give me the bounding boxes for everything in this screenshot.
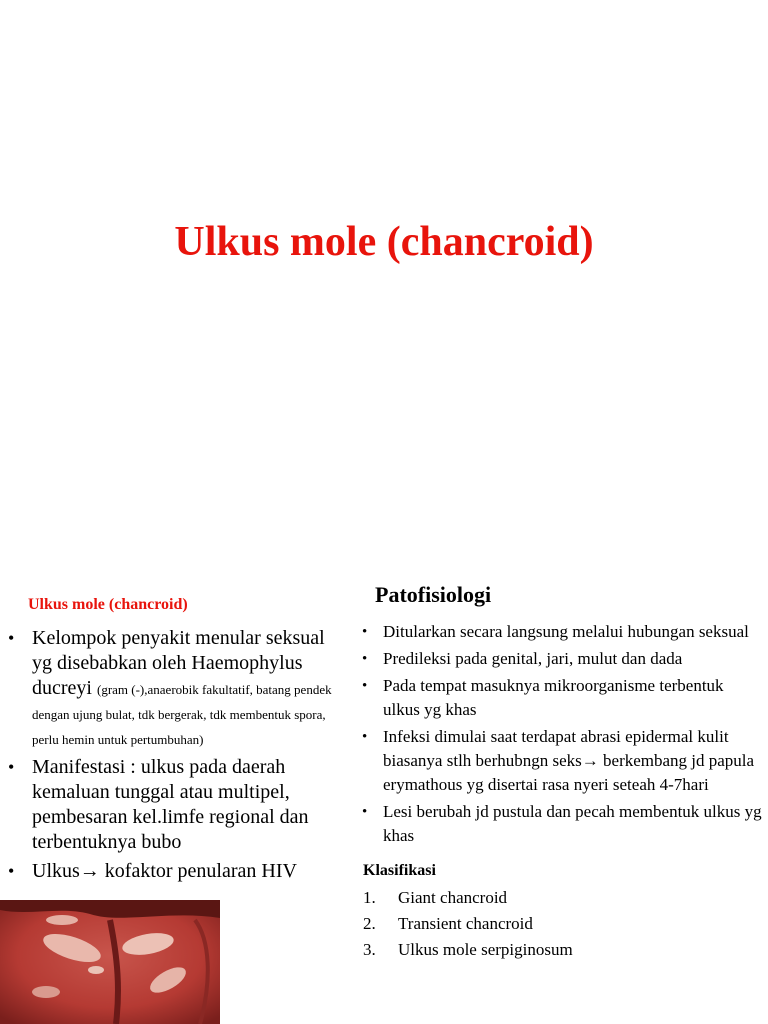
bullet-icon: • bbox=[362, 624, 368, 640]
item-text: Ulkus mole serpiginosum bbox=[398, 940, 573, 959]
list-item bbox=[360, 911, 764, 937]
bullet-icon: • bbox=[8, 757, 15, 777]
bullet-text: Predileksi pada genital, jari, mulut dan dada bbox=[383, 649, 683, 668]
bullet-icon: • bbox=[362, 729, 368, 745]
bullet-icon: • bbox=[8, 628, 15, 648]
item-text: Giant chancroid bbox=[398, 888, 508, 907]
item-number: 3. bbox=[363, 940, 376, 959]
bullet-icon: • bbox=[362, 804, 368, 820]
bullet-icon: • bbox=[362, 678, 368, 694]
klasifikasi-heading: Klasifikasi bbox=[363, 862, 436, 879]
bullet-icon: • bbox=[8, 861, 15, 881]
bullet-text: Infeksi dimulai saat terdapat abrasi epidermal kulit biasanya stlh berhubngn seks→ berkembang jd papula erymathous yg disertai rasa nyeri seteah 4-7hari bbox=[383, 727, 755, 794]
list-item bbox=[8, 755, 344, 855]
bullet-note: (gram (-),anaerobik fakultatif, batang pendek dengan ujung bulat, tdk bergerak, tdk membentuk spora, perlu hemin untuk pertumbuhan) bbox=[32, 682, 332, 747]
bullet-text: Pada tempat masuknya mikroorganisme terbentuk ulkus yg khas bbox=[383, 676, 724, 719]
bullet-text: Lesi berubah jd pustula dan pecah membentuk ulkus yg khas bbox=[383, 802, 762, 845]
item-number: 2. bbox=[363, 914, 376, 933]
klasifikasi-list bbox=[360, 885, 764, 963]
list-item bbox=[8, 859, 344, 884]
clinical-photo-image bbox=[0, 900, 220, 1024]
bullet-text: Ulkus→ kofaktor penularan HIV bbox=[32, 860, 297, 882]
bullet-icon: • bbox=[362, 651, 368, 667]
left-bullet-list bbox=[8, 626, 344, 884]
slide-title: Ulkus mole (chancroid) bbox=[174, 219, 594, 265]
list-item bbox=[360, 674, 764, 722]
list-item bbox=[360, 885, 764, 911]
clinical-photo bbox=[0, 900, 220, 1024]
content-slide bbox=[0, 560, 768, 1024]
bullet-text: Kelompok penyakit menular seksual yg disebabkan oleh Haemophylus ducreyi bbox=[32, 627, 325, 699]
item-text: Transient chancroid bbox=[398, 914, 533, 933]
patofisiologi-heading: Patofisiologi bbox=[375, 582, 492, 607]
list-item bbox=[8, 626, 344, 751]
item-number: 1. bbox=[363, 888, 376, 907]
list-item bbox=[360, 725, 764, 797]
bullet-text: Manifestasi : ulkus pada daerah kemaluan tunggal atau multipel, pembesaran kel.limfe regional dan terbentuknya bubo bbox=[32, 756, 309, 853]
patofisiologi-list bbox=[360, 620, 764, 848]
right-column bbox=[360, 582, 764, 963]
list-item bbox=[360, 647, 764, 671]
list-item bbox=[360, 800, 764, 848]
left-column-title: Ulkus mole (chancroid) bbox=[28, 596, 188, 613]
list-item bbox=[360, 937, 764, 963]
list-item bbox=[360, 620, 764, 644]
bullet-text: Ditularkan secara langsung melalui hubungan seksual bbox=[383, 622, 749, 641]
left-column bbox=[8, 596, 344, 888]
